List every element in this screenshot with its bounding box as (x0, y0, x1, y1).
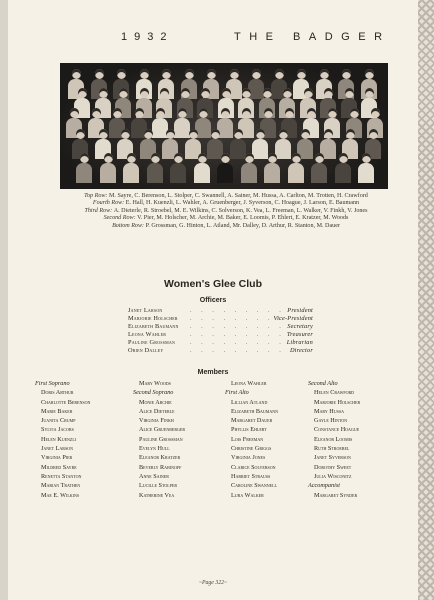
person-figure (241, 153, 257, 183)
figure-head (80, 153, 89, 163)
figure-head (297, 69, 306, 79)
figure-head (201, 88, 210, 98)
caption-row-label: Second Row: (103, 215, 138, 222)
figure-head (285, 108, 294, 118)
member-name: Doris Arthur (41, 389, 74, 397)
officer-row (128, 331, 313, 339)
member-name: Helen Crawford (314, 389, 355, 397)
figure-head (185, 69, 194, 79)
figure-head (245, 153, 254, 163)
figure-head (264, 108, 273, 118)
member-name: Phyllis Ehlert (231, 426, 267, 434)
figure-head (113, 108, 122, 118)
person-figure (217, 153, 233, 183)
caption-line (54, 223, 398, 230)
officer-name: Janet Larson (128, 307, 163, 314)
figure-head (320, 69, 329, 79)
figure-head (342, 69, 351, 79)
caption-row-names: V. Pier, M. Holscher, M. Archie, M. Baker, E. Loomis, P. Ehlert, E. Kratzer, M. Woods (137, 215, 349, 222)
photo-caption (54, 193, 398, 230)
figure-head (315, 153, 324, 163)
figure-body (194, 163, 210, 183)
caption-row-names: M. Sayre, C. Berenson, L. Stolper, C. Swannell, A. Sainer, M. Hussa, A. Carlton, M. Trotten, H. Crawford (109, 193, 368, 199)
figure-head (198, 153, 207, 163)
member-name: Janet Larson (41, 445, 73, 453)
figure-head (371, 108, 380, 118)
member-name: Mae E. Wilkins (41, 491, 80, 499)
figure-head (350, 108, 359, 118)
officer-name: Marjorie Holscher (128, 315, 178, 322)
section-label: Accompanist (308, 482, 340, 490)
caption-line (54, 193, 398, 200)
member-name: Virginia Finkh (139, 417, 174, 425)
officer-row (128, 323, 313, 331)
person-figure (76, 153, 92, 183)
member-name: Leona Wahler (231, 380, 267, 387)
leader-dots: . . . . . . . . . (190, 347, 285, 354)
figure-head (256, 129, 265, 139)
member-name: Mildred Sayre (41, 463, 77, 471)
member-name: Evelyn Hull (139, 445, 170, 453)
figure-head (189, 129, 198, 139)
figure-head (99, 88, 108, 98)
section-label: First Soprano (35, 380, 70, 387)
figure-body (358, 163, 374, 183)
member-name: Monie Archie (139, 398, 172, 406)
member-name: Clarice Solverson (231, 463, 276, 471)
figure-head (345, 88, 354, 98)
member-name: Katherine Vea (139, 491, 175, 499)
member-name: Ruth Stroebel (314, 445, 350, 453)
officers-list (128, 307, 313, 355)
figure-head (369, 129, 378, 139)
figure-head (222, 88, 231, 98)
member-name: Sylvia Jacobs (41, 426, 74, 434)
figure-head (95, 69, 104, 79)
officer-name: Orien Dalley (128, 347, 164, 354)
member-name: Lillian Atland (231, 398, 268, 406)
section-label: Second Alto (308, 380, 338, 387)
member-name: Marie Baker (41, 407, 73, 415)
figure-body (147, 163, 163, 183)
member-name: Christine Griggs (231, 445, 272, 453)
officer-row (128, 315, 313, 323)
figure-body (123, 163, 139, 183)
club-title: Women's Glee Club (164, 278, 262, 290)
figure-head (207, 69, 216, 79)
figure-head (99, 129, 108, 139)
officer-role: Secretary (287, 323, 313, 330)
member-name: Lucille Stolper (139, 482, 178, 490)
officer-row (128, 307, 313, 315)
member-name: Margaret Dauer (231, 417, 273, 425)
member-name: Helen Kuenzli (41, 435, 77, 443)
figure-head (127, 153, 136, 163)
officer-role: Director (289, 347, 313, 354)
member-name: Lois Freeman (231, 435, 264, 443)
figure-body (311, 163, 327, 183)
figure-head (156, 108, 165, 118)
figure-head (324, 88, 333, 98)
figure-head (92, 108, 101, 118)
leader-dots: . . . . . . . . . (190, 339, 285, 346)
figure-head (268, 153, 277, 163)
member-name: Mary Hussa (314, 407, 344, 415)
figure-head (140, 69, 149, 79)
figure-head (160, 88, 169, 98)
figure-head (365, 88, 374, 98)
leader-dots: . . . . . . . . . (190, 331, 285, 338)
figure-head (307, 108, 316, 118)
figure-body (335, 163, 351, 183)
figure-body (76, 163, 92, 183)
page-edge-pattern (418, 0, 434, 600)
figure-head (211, 129, 220, 139)
member-name: Renetta Stanton (41, 472, 82, 480)
member-name: Beverly Rabinoff (139, 463, 182, 471)
member-name: Margaret Synder (314, 491, 358, 499)
person-figure (311, 153, 327, 183)
leader-dots: . . . . . . . . . (190, 307, 285, 314)
member-name: Janet Syverson (314, 454, 351, 462)
caption-row-names: A. Dieterle, R. Stroebel, M. E. Wilkins, C. Solverson, K. Vea, L. Freeman, L. Walker, V. Finkh, V. Jones (113, 207, 368, 214)
header-title: THE BADGER (234, 31, 391, 43)
page-number: ~Page 322~ (198, 580, 228, 586)
figure-head (135, 108, 144, 118)
member-name: Alice Dieterle (139, 407, 175, 415)
member-name: Virginia Jones (231, 454, 266, 462)
figure-head (362, 153, 371, 163)
figure-head (242, 88, 251, 98)
figure-head (76, 129, 85, 139)
figure-head (144, 129, 153, 139)
member-name: Mary Woods (139, 380, 171, 387)
figure-head (151, 153, 160, 163)
officer-name: Leona Wahler (128, 331, 167, 338)
figure-head (230, 69, 239, 79)
figure-head (104, 153, 113, 163)
caption-row-label: Top Row: (84, 193, 109, 199)
members-column-3 (225, 379, 315, 500)
figure-head (279, 129, 288, 139)
figure-head (221, 108, 230, 118)
members-heading: Members (197, 369, 229, 376)
figure-head (121, 129, 130, 139)
member-name: Lura Walker (231, 491, 264, 499)
figure-head (346, 129, 355, 139)
yearbook-page (8, 0, 418, 600)
member-name: Eleanor Kratzer (139, 454, 181, 462)
officer-role: President (287, 307, 313, 314)
officer-name: Pauline Grossman (128, 339, 176, 346)
figure-head (339, 153, 348, 163)
figure-head (117, 69, 126, 79)
person-figure (100, 153, 116, 183)
member-name: Eleanor Loomis (314, 435, 353, 443)
figure-head (70, 108, 79, 118)
officer-row (128, 347, 313, 355)
member-name: Caroline Swannell (231, 482, 277, 490)
figure-head (275, 69, 284, 79)
caption-row-label: Fourth Row: (92, 200, 126, 207)
figure-head (263, 88, 272, 98)
figure-head (301, 129, 310, 139)
member-name: Anne Sainer (139, 472, 169, 480)
figure-body (217, 163, 233, 183)
person-figure (123, 153, 139, 183)
figure-head (162, 69, 171, 79)
members-column-4 (308, 379, 398, 500)
figure-body (264, 163, 280, 183)
officer-name: Elizabeth Baumann (128, 323, 179, 330)
member-name: Dorothy Sweet (314, 463, 352, 471)
figure-head (72, 69, 81, 79)
officer-row (128, 339, 313, 347)
member-name: Juanita Crump (41, 417, 76, 425)
caption-row-names: P. Grossman, G. Hinton, L. Atland, Mr. Dalley, D. Arthur, R. Stanton, M. Dauer (145, 222, 340, 229)
leader-dots: . . . . . . . . . (190, 323, 285, 330)
person-figure (335, 153, 351, 183)
member-name: Constance Hoague (314, 426, 360, 434)
member-name: Elizabeth Baumann (231, 407, 279, 415)
figure-head (304, 88, 313, 98)
header-year: 1932 (121, 31, 174, 43)
member-name: Marjorie Holscher (314, 398, 361, 406)
figure-head (174, 153, 183, 163)
section-label: Second Soprano (133, 389, 174, 397)
figure-head (221, 153, 230, 163)
members-column-2 (133, 379, 223, 500)
member-name: Pauline Grossman (139, 435, 183, 443)
figure-head (166, 129, 175, 139)
figure-head (283, 88, 292, 98)
officer-role: Librarian (286, 339, 313, 346)
member-name: Virginia Pier (41, 454, 73, 462)
person-figure (147, 153, 163, 183)
person-figure (288, 153, 304, 183)
figure-head (292, 153, 301, 163)
member-name: Alice Gruenberger (139, 426, 186, 434)
member-name: Julia Wisconitz (314, 472, 352, 480)
caption-line (54, 215, 398, 222)
figure-body (100, 163, 116, 183)
member-name: Gayle Hinton (314, 417, 348, 425)
caption-row-label: Bottom Row: (112, 222, 146, 229)
figure-head (178, 108, 187, 118)
figure-body (288, 163, 304, 183)
figure-head (78, 88, 87, 98)
group-photo (60, 63, 388, 189)
section-label: First Alto (225, 389, 249, 397)
figure-head (181, 88, 190, 98)
person-figure (264, 153, 280, 183)
person-figure (194, 153, 210, 183)
caption-line (54, 200, 398, 207)
person-figure (358, 153, 374, 183)
caption-row-names: E. Hall, H. Kuenzli, L. Wahler, A. Gruenberger, J. Syverson, C. Hoague, J. Larson, E. Baumann (125, 200, 360, 207)
figure-head (324, 129, 333, 139)
figure-body (170, 163, 186, 183)
figure-head (365, 69, 374, 79)
member-name: Marian Trathen (41, 482, 81, 490)
figure-head (252, 69, 261, 79)
member-name: Charlotte Berenson (41, 398, 91, 406)
officers-heading: Officers (199, 297, 227, 304)
officer-role: Treasurer (286, 331, 313, 338)
leader-dots: . . . . . . . . . (190, 315, 285, 322)
member-name: Harriet Strauss (231, 472, 271, 480)
figure-head (119, 88, 128, 98)
caption-row-label: Third Row: (84, 207, 114, 214)
figure-head (328, 108, 337, 118)
person-figure (170, 153, 186, 183)
members-column-1 (35, 379, 125, 500)
figure-head (242, 108, 251, 118)
figure-head (140, 88, 149, 98)
page-header (8, 31, 418, 45)
caption-line (54, 208, 398, 215)
officer-role: Vice-President (273, 315, 313, 322)
figure-body (241, 163, 257, 183)
figure-head (199, 108, 208, 118)
figure-head (234, 129, 243, 139)
